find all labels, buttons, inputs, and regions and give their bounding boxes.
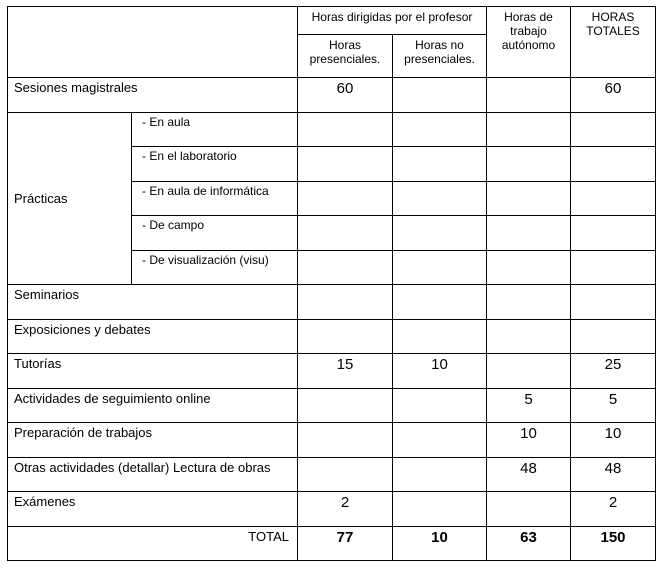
sub-row-label: - De campo [132, 216, 298, 251]
table-row [8, 354, 656, 389]
cell-autonomo [487, 492, 571, 527]
cell-autonomo: 10 [487, 423, 571, 458]
cell-autonomo [487, 354, 571, 389]
row-label: Otras actividades (detallar) Lectura de obras [8, 458, 298, 492]
row-label: Tutorías [8, 354, 298, 389]
header-no-presenciales: Horas no presenciales. [393, 35, 487, 78]
total-no-presenciales: 10 [393, 527, 487, 561]
cell-total: 10 [571, 423, 656, 458]
row-label-practicas: Prácticas [8, 113, 132, 285]
row-label: Exámenes [8, 492, 298, 527]
total-label: TOTAL [8, 527, 298, 561]
cell-no-presenciales [393, 423, 487, 458]
table-row [8, 423, 656, 458]
cell-autonomo [487, 182, 571, 216]
row-label: Sesiones magistrales [8, 78, 298, 113]
cell-presenciales [298, 389, 393, 423]
cell-total [571, 320, 656, 354]
row-label: Actividades de seguimiento online [8, 389, 298, 423]
cell-presenciales: 15 [298, 354, 393, 389]
cell-no-presenciales [393, 216, 487, 251]
cell-presenciales [298, 320, 393, 354]
header-totales: HORAS TOTALES [571, 7, 656, 78]
cell-autonomo: 48 [487, 458, 571, 492]
row-label: Seminarios [8, 285, 298, 320]
table-row [8, 389, 656, 423]
cell-presenciales [298, 147, 393, 182]
cell-no-presenciales: 10 [393, 354, 487, 389]
cell-total: 2 [571, 492, 656, 527]
cell-no-presenciales [393, 147, 487, 182]
cell-total: 25 [571, 354, 656, 389]
cell-autonomo [487, 285, 571, 320]
cell-presenciales [298, 216, 393, 251]
cell-autonomo [487, 251, 571, 285]
cell-total: 48 [571, 458, 656, 492]
cell-autonomo [487, 78, 571, 113]
sub-row-label: - En el laboratorio [132, 147, 298, 182]
cell-presenciales [298, 182, 393, 216]
cell-no-presenciales [393, 492, 487, 527]
header-empty-cell [8, 7, 298, 78]
cell-no-presenciales [393, 113, 487, 147]
cell-total [571, 147, 656, 182]
cell-total [571, 216, 656, 251]
cell-no-presenciales [393, 320, 487, 354]
cell-autonomo [487, 113, 571, 147]
header-autonomo: Horas de trabajo autónomo [487, 7, 571, 78]
cell-presenciales: 2 [298, 492, 393, 527]
cell-no-presenciales [393, 182, 487, 216]
total-total: 150 [571, 527, 656, 561]
header-presenciales: Horas presenciales. [298, 35, 393, 78]
hours-table [7, 6, 656, 561]
table-row [8, 78, 656, 113]
cell-total [571, 113, 656, 147]
cell-presenciales [298, 285, 393, 320]
cell-total: 5 [571, 389, 656, 423]
cell-no-presenciales [393, 78, 487, 113]
cell-presenciales: 60 [298, 78, 393, 113]
cell-total [571, 285, 656, 320]
sub-row-label: - De visualización (visu) [132, 251, 298, 285]
cell-autonomo: 5 [487, 389, 571, 423]
cell-presenciales [298, 458, 393, 492]
cell-presenciales [298, 113, 393, 147]
cell-autonomo [487, 216, 571, 251]
cell-no-presenciales [393, 251, 487, 285]
table-row [8, 320, 656, 354]
cell-autonomo [487, 320, 571, 354]
cell-autonomo [487, 147, 571, 182]
cell-presenciales [298, 423, 393, 458]
row-label: Preparación de trabajos [8, 423, 298, 458]
row-label: Exposiciones y debates [8, 320, 298, 354]
header-row-1 [8, 7, 656, 35]
total-presenciales: 77 [298, 527, 393, 561]
total-row [8, 527, 656, 561]
total-autonomo: 63 [487, 527, 571, 561]
cell-total [571, 251, 656, 285]
table-row [8, 113, 656, 147]
cell-no-presenciales [393, 458, 487, 492]
cell-total: 60 [571, 78, 656, 113]
table-row [8, 458, 656, 492]
cell-no-presenciales [393, 285, 487, 320]
cell-no-presenciales [393, 389, 487, 423]
cell-presenciales [298, 251, 393, 285]
sub-row-label: - En aula de informática [132, 182, 298, 216]
header-dirigidas: Horas dirigidas por el profesor [298, 7, 487, 35]
table-row [8, 492, 656, 527]
cell-total [571, 182, 656, 216]
table-row [8, 285, 656, 320]
sub-row-label: - En aula [132, 113, 298, 147]
